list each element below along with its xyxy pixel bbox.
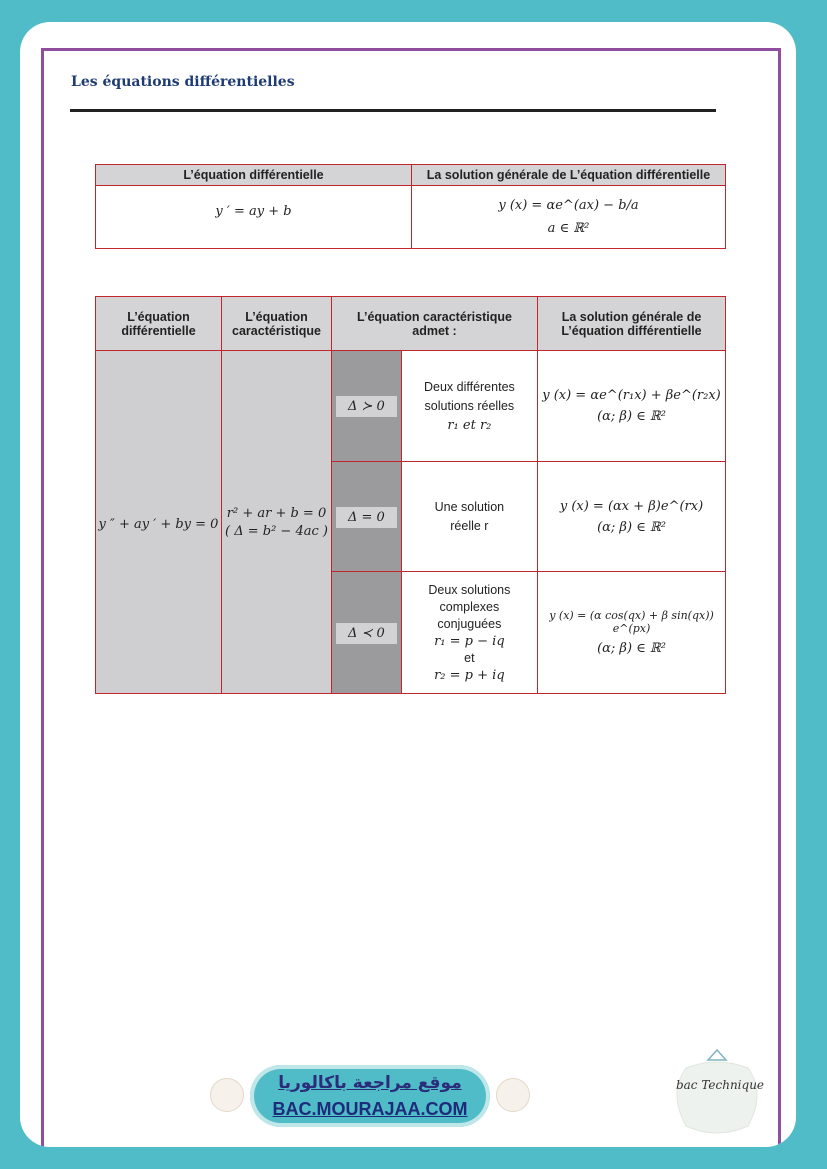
case3-root2: r₂ = p + iq	[434, 667, 505, 683]
case1-solution: y (x) = αe^(r₁x) + βe^(r₂x)	[542, 388, 721, 403]
title-rule	[70, 109, 716, 112]
header2-solution: La solution générale de L’équation différentielle	[538, 297, 726, 351]
case3-root1: r₁ = p − iq	[434, 633, 505, 649]
case2-solution: y (x) = (αx + β)e^(rx)	[559, 498, 704, 514]
case2-desc1: Une solution	[434, 499, 505, 514]
header-equation: L’équation différentielle	[96, 165, 412, 186]
case3-desc3: conjuguées	[437, 616, 502, 631]
site-arabic-name[interactable]: موقع مراجعة باكالوريا	[278, 1073, 462, 1093]
case1-roots: r₁ et r₂	[447, 417, 492, 433]
case3-and: et	[464, 650, 475, 665]
discriminant: ( Δ = b² − 4ac )	[225, 523, 328, 539]
case3-desc1: Deux solutions	[428, 582, 511, 597]
first-order-condition: a ∈ ℝ²	[547, 221, 590, 236]
delta-zero: Δ = 0	[336, 507, 397, 528]
header2-equation: L’équation différentielle	[96, 297, 222, 351]
characteristic-equation: r² + ar + b = 0	[226, 505, 327, 521]
page-title: Les équations différentielles	[71, 74, 295, 90]
site-banner[interactable]	[250, 1065, 490, 1127]
case1-desc1: Deux différentes	[423, 379, 515, 394]
first-order-table	[95, 164, 726, 249]
header-solution: La solution générale de L’équation différentielle	[412, 165, 726, 186]
second-order-table	[95, 296, 726, 694]
site-link[interactable]: BAC.MOURAJAA.COM	[272, 1099, 468, 1119]
site-logo-right	[496, 1078, 530, 1112]
case1-condition: (α; β) ∈ ℝ²	[597, 409, 666, 424]
header2-admits: L’équation caractéristique admet :	[332, 297, 538, 351]
case2-condition: (α; β) ∈ ℝ²	[597, 519, 666, 535]
site-logo-left	[210, 1078, 244, 1112]
first-order-equation: y ′ = ay + b	[215, 204, 292, 219]
header2-characteristic: L’équation caractéristique	[222, 297, 332, 351]
case3-solution: y (x) = (α cos(qx) + β sin(qx)) e^(px)	[549, 609, 714, 635]
case3-desc2: complexes	[439, 599, 500, 614]
badge-shape	[666, 1048, 768, 1138]
badge-text: bac Technique	[675, 1078, 765, 1092]
second-order-equation: y ″ + ay ′ + by = 0	[98, 516, 219, 532]
delta-positive: Δ ≻ 0	[336, 396, 397, 417]
case3-condition: (α; β) ∈ ℝ²	[597, 641, 666, 656]
first-order-solution: y (x) = αe^(ax) − b/a	[498, 198, 639, 213]
delta-negative: Δ ≺ 0	[336, 623, 397, 644]
case1-desc2: solutions réelles	[424, 398, 515, 413]
case2-desc2: réelle r	[450, 518, 489, 533]
